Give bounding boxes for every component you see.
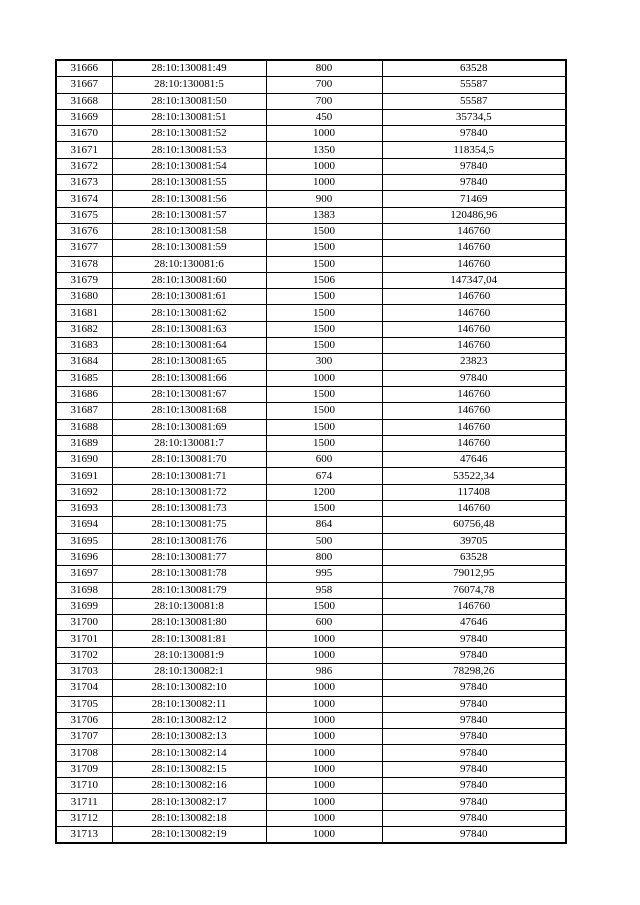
row-number-cell: 31669: [56, 109, 112, 125]
row-number-cell: 31678: [56, 256, 112, 272]
cadastral-number-cell: 28:10:130082:12: [112, 712, 266, 728]
area-cell: 1506: [266, 272, 382, 288]
row-number-cell: 31679: [56, 272, 112, 288]
cadastral-number-cell: 28:10:130081:53: [112, 142, 266, 158]
area-cell: 1000: [266, 778, 382, 794]
value-cell: 97840: [382, 158, 566, 174]
table-row: [56, 109, 566, 125]
row-number-cell: 31709: [56, 761, 112, 777]
row-number-cell: 31700: [56, 615, 112, 631]
area-cell: 1000: [266, 712, 382, 728]
cadastral-number-cell: 28:10:130081:57: [112, 207, 266, 223]
table-row: [56, 484, 566, 500]
table-row: [56, 696, 566, 712]
row-number-cell: 31683: [56, 338, 112, 354]
value-cell: 60756,48: [382, 517, 566, 533]
area-cell: 1000: [266, 158, 382, 174]
value-cell: 97840: [382, 370, 566, 386]
area-cell: 1500: [266, 305, 382, 321]
row-number-cell: 31673: [56, 175, 112, 191]
row-number-cell: 31708: [56, 745, 112, 761]
row-number-cell: 31685: [56, 370, 112, 386]
table-row: [56, 370, 566, 386]
row-number-cell: 31695: [56, 533, 112, 549]
cadastral-number-cell: 28:10:130081:6: [112, 256, 266, 272]
cadastral-number-cell: 28:10:130081:9: [112, 647, 266, 663]
area-cell: 1000: [266, 370, 382, 386]
area-cell: 1500: [266, 501, 382, 517]
row-number-cell: 31666: [56, 60, 112, 77]
cadastral-number-cell: 28:10:130082:16: [112, 778, 266, 794]
area-cell: 1500: [266, 386, 382, 402]
table-row: [56, 517, 566, 533]
table-row: [56, 826, 566, 843]
cadastral-number-cell: 28:10:130081:71: [112, 468, 266, 484]
value-cell: 146760: [382, 305, 566, 321]
row-number-cell: 31703: [56, 663, 112, 679]
area-cell: 1000: [266, 680, 382, 696]
cadastral-number-cell: 28:10:130081:72: [112, 484, 266, 500]
row-number-cell: 31667: [56, 77, 112, 93]
area-cell: 864: [266, 517, 382, 533]
table-row: [56, 452, 566, 468]
area-cell: 1500: [266, 321, 382, 337]
value-cell: 146760: [382, 501, 566, 517]
area-cell: 1500: [266, 435, 382, 451]
value-cell: 97840: [382, 729, 566, 745]
area-cell: 1500: [266, 419, 382, 435]
table-row: [56, 60, 566, 77]
cadastral-number-cell: 28:10:130081:70: [112, 452, 266, 468]
area-cell: 1000: [266, 745, 382, 761]
cadastral-number-cell: 28:10:130081:51: [112, 109, 266, 125]
value-cell: 146760: [382, 419, 566, 435]
table-row: [56, 582, 566, 598]
value-cell: 146760: [382, 338, 566, 354]
row-number-cell: 31704: [56, 680, 112, 696]
value-cell: 147347,04: [382, 272, 566, 288]
value-cell: 97840: [382, 631, 566, 647]
value-cell: 97840: [382, 696, 566, 712]
table-row: [56, 403, 566, 419]
table-row: [56, 386, 566, 402]
table-row: [56, 240, 566, 256]
area-cell: 1000: [266, 794, 382, 810]
table-row: [56, 501, 566, 517]
row-number-cell: 31690: [56, 452, 112, 468]
cadastral-number-cell: 28:10:130081:64: [112, 338, 266, 354]
cadastral-number-cell: 28:10:130081:50: [112, 93, 266, 109]
cadastral-number-cell: 28:10:130081:60: [112, 272, 266, 288]
area-cell: 450: [266, 109, 382, 125]
cadastral-number-cell: 28:10:130081:76: [112, 533, 266, 549]
table-row: [56, 419, 566, 435]
value-cell: 146760: [382, 435, 566, 451]
value-cell: 97840: [382, 712, 566, 728]
table-row: [56, 223, 566, 239]
cadastral-number-cell: 28:10:130081:56: [112, 191, 266, 207]
cadastral-number-cell: 28:10:130081:61: [112, 289, 266, 305]
value-cell: 146760: [382, 598, 566, 614]
row-number-cell: 31680: [56, 289, 112, 305]
value-cell: 53522,34: [382, 468, 566, 484]
value-cell: 146760: [382, 223, 566, 239]
value-cell: 146760: [382, 321, 566, 337]
value-cell: 146760: [382, 386, 566, 402]
value-cell: 47646: [382, 452, 566, 468]
row-number-cell: 31681: [56, 305, 112, 321]
area-cell: 700: [266, 77, 382, 93]
cadastral-number-cell: 28:10:130081:78: [112, 566, 266, 582]
table-row: [56, 435, 566, 451]
area-cell: 800: [266, 549, 382, 565]
table-row: [56, 712, 566, 728]
table-row: [56, 126, 566, 142]
value-cell: 97840: [382, 761, 566, 777]
cadastral-number-cell: 28:10:130082:1: [112, 663, 266, 679]
table-body: [56, 60, 566, 843]
area-cell: 1500: [266, 240, 382, 256]
cadastral-number-cell: 28:10:130081:81: [112, 631, 266, 647]
cadastral-number-cell: 28:10:130081:75: [112, 517, 266, 533]
cadastral-number-cell: 28:10:130081:55: [112, 175, 266, 191]
area-cell: 900: [266, 191, 382, 207]
cadastral-number-cell: 28:10:130082:17: [112, 794, 266, 810]
row-number-cell: 31668: [56, 93, 112, 109]
area-cell: 600: [266, 452, 382, 468]
table-row: [56, 354, 566, 370]
area-cell: 700: [266, 93, 382, 109]
area-cell: 1500: [266, 223, 382, 239]
cadastral-number-cell: 28:10:130081:49: [112, 60, 266, 77]
cadastral-number-cell: 28:10:130082:15: [112, 761, 266, 777]
area-cell: 1350: [266, 142, 382, 158]
value-cell: 63528: [382, 60, 566, 77]
area-cell: 1000: [266, 647, 382, 663]
cadastral-number-cell: 28:10:130081:58: [112, 223, 266, 239]
row-number-cell: 31693: [56, 501, 112, 517]
table-row: [56, 794, 566, 810]
cadastral-number-cell: 28:10:130082:18: [112, 810, 266, 826]
row-number-cell: 31699: [56, 598, 112, 614]
value-cell: 146760: [382, 403, 566, 419]
row-number-cell: 31682: [56, 321, 112, 337]
row-number-cell: 31687: [56, 403, 112, 419]
cadastral-number-cell: 28:10:130081:62: [112, 305, 266, 321]
table-row: [56, 272, 566, 288]
area-cell: 1200: [266, 484, 382, 500]
table-row: [56, 647, 566, 663]
table-row: [56, 289, 566, 305]
row-number-cell: 31671: [56, 142, 112, 158]
cadastral-number-cell: 28:10:130081:7: [112, 435, 266, 451]
table-row: [56, 761, 566, 777]
table-row: [56, 533, 566, 549]
row-number-cell: 31674: [56, 191, 112, 207]
area-cell: 1500: [266, 598, 382, 614]
table-row: [56, 566, 566, 582]
row-number-cell: 31686: [56, 386, 112, 402]
value-cell: 55587: [382, 93, 566, 109]
table-row: [56, 631, 566, 647]
table-row: [56, 207, 566, 223]
table-row: [56, 680, 566, 696]
value-cell: 97840: [382, 810, 566, 826]
value-cell: 97840: [382, 826, 566, 843]
row-number-cell: 31675: [56, 207, 112, 223]
value-cell: 39705: [382, 533, 566, 549]
table-row: [56, 175, 566, 191]
area-cell: 674: [266, 468, 382, 484]
area-cell: 1383: [266, 207, 382, 223]
row-number-cell: 31670: [56, 126, 112, 142]
value-cell: 146760: [382, 256, 566, 272]
row-number-cell: 31710: [56, 778, 112, 794]
row-number-cell: 31688: [56, 419, 112, 435]
table-row: [56, 729, 566, 745]
table-row: [56, 468, 566, 484]
cadastral-number-cell: 28:10:130081:54: [112, 158, 266, 174]
cadastral-number-cell: 28:10:130081:68: [112, 403, 266, 419]
table-row: [56, 305, 566, 321]
area-cell: 800: [266, 60, 382, 77]
value-cell: 63528: [382, 549, 566, 565]
row-number-cell: 31713: [56, 826, 112, 843]
cadastral-number-cell: 28:10:130082:13: [112, 729, 266, 745]
area-cell: 1500: [266, 403, 382, 419]
area-cell: 986: [266, 663, 382, 679]
table-row: [56, 778, 566, 794]
row-number-cell: 31711: [56, 794, 112, 810]
row-number-cell: 31698: [56, 582, 112, 598]
cadastral-number-cell: 28:10:130082:11: [112, 696, 266, 712]
row-number-cell: 31691: [56, 468, 112, 484]
cadastral-number-cell: 28:10:130081:5: [112, 77, 266, 93]
area-cell: 600: [266, 615, 382, 631]
cadastral-number-cell: 28:10:130081:63: [112, 321, 266, 337]
area-cell: 1000: [266, 175, 382, 191]
row-number-cell: 31705: [56, 696, 112, 712]
cadastral-number-cell: 28:10:130082:19: [112, 826, 266, 843]
value-cell: 120486,96: [382, 207, 566, 223]
area-cell: 500: [266, 533, 382, 549]
data-table: [55, 59, 567, 844]
row-number-cell: 31689: [56, 435, 112, 451]
area-cell: 995: [266, 566, 382, 582]
row-number-cell: 31707: [56, 729, 112, 745]
value-cell: 118354,5: [382, 142, 566, 158]
table-row: [56, 615, 566, 631]
cadastral-number-cell: 28:10:130081:59: [112, 240, 266, 256]
table-row: [56, 256, 566, 272]
value-cell: 97840: [382, 745, 566, 761]
table-row: [56, 598, 566, 614]
value-cell: 97840: [382, 647, 566, 663]
value-cell: 78298,26: [382, 663, 566, 679]
area-cell: 1000: [266, 696, 382, 712]
area-cell: 1000: [266, 729, 382, 745]
row-number-cell: 31684: [56, 354, 112, 370]
row-number-cell: 31692: [56, 484, 112, 500]
area-cell: 1500: [266, 338, 382, 354]
table-row: [56, 338, 566, 354]
row-number-cell: 31696: [56, 549, 112, 565]
value-cell: 97840: [382, 680, 566, 696]
value-cell: 97840: [382, 126, 566, 142]
table-row: [56, 142, 566, 158]
cadastral-number-cell: 28:10:130081:65: [112, 354, 266, 370]
area-cell: 1500: [266, 256, 382, 272]
table-row: [56, 191, 566, 207]
value-cell: 97840: [382, 175, 566, 191]
row-number-cell: 31702: [56, 647, 112, 663]
table-row: [56, 93, 566, 109]
value-cell: 97840: [382, 794, 566, 810]
area-cell: 1000: [266, 126, 382, 142]
table-row: [56, 810, 566, 826]
area-cell: 958: [266, 582, 382, 598]
value-cell: 76074,78: [382, 582, 566, 598]
cadastral-number-cell: 28:10:130081:67: [112, 386, 266, 402]
row-number-cell: 31697: [56, 566, 112, 582]
cadastral-number-cell: 28:10:130081:80: [112, 615, 266, 631]
row-number-cell: 31706: [56, 712, 112, 728]
value-cell: 79012,95: [382, 566, 566, 582]
value-cell: 146760: [382, 289, 566, 305]
cadastral-number-cell: 28:10:130081:66: [112, 370, 266, 386]
table-row: [56, 745, 566, 761]
table-row: [56, 321, 566, 337]
value-cell: 146760: [382, 240, 566, 256]
table-row: [56, 77, 566, 93]
cadastral-number-cell: 28:10:130081:69: [112, 419, 266, 435]
row-number-cell: 31694: [56, 517, 112, 533]
cadastral-number-cell: 28:10:130081:52: [112, 126, 266, 142]
area-cell: 1000: [266, 826, 382, 843]
value-cell: 97840: [382, 778, 566, 794]
row-number-cell: 31672: [56, 158, 112, 174]
table-row: [56, 158, 566, 174]
area-cell: 1000: [266, 761, 382, 777]
value-cell: 55587: [382, 77, 566, 93]
row-number-cell: 31712: [56, 810, 112, 826]
table-row: [56, 549, 566, 565]
row-number-cell: 31701: [56, 631, 112, 647]
row-number-cell: 31676: [56, 223, 112, 239]
value-cell: 71469: [382, 191, 566, 207]
cadastral-number-cell: 28:10:130081:77: [112, 549, 266, 565]
cadastral-number-cell: 28:10:130081:73: [112, 501, 266, 517]
value-cell: 47646: [382, 615, 566, 631]
value-cell: 117408: [382, 484, 566, 500]
area-cell: 1500: [266, 289, 382, 305]
table-row: [56, 663, 566, 679]
area-cell: 300: [266, 354, 382, 370]
cadastral-number-cell: 28:10:130082:14: [112, 745, 266, 761]
cadastral-number-cell: 28:10:130081:79: [112, 582, 266, 598]
area-cell: 1000: [266, 810, 382, 826]
area-cell: 1000: [266, 631, 382, 647]
value-cell: 23823: [382, 354, 566, 370]
row-number-cell: 31677: [56, 240, 112, 256]
cadastral-number-cell: 28:10:130081:8: [112, 598, 266, 614]
value-cell: 35734,5: [382, 109, 566, 125]
cadastral-number-cell: 28:10:130082:10: [112, 680, 266, 696]
